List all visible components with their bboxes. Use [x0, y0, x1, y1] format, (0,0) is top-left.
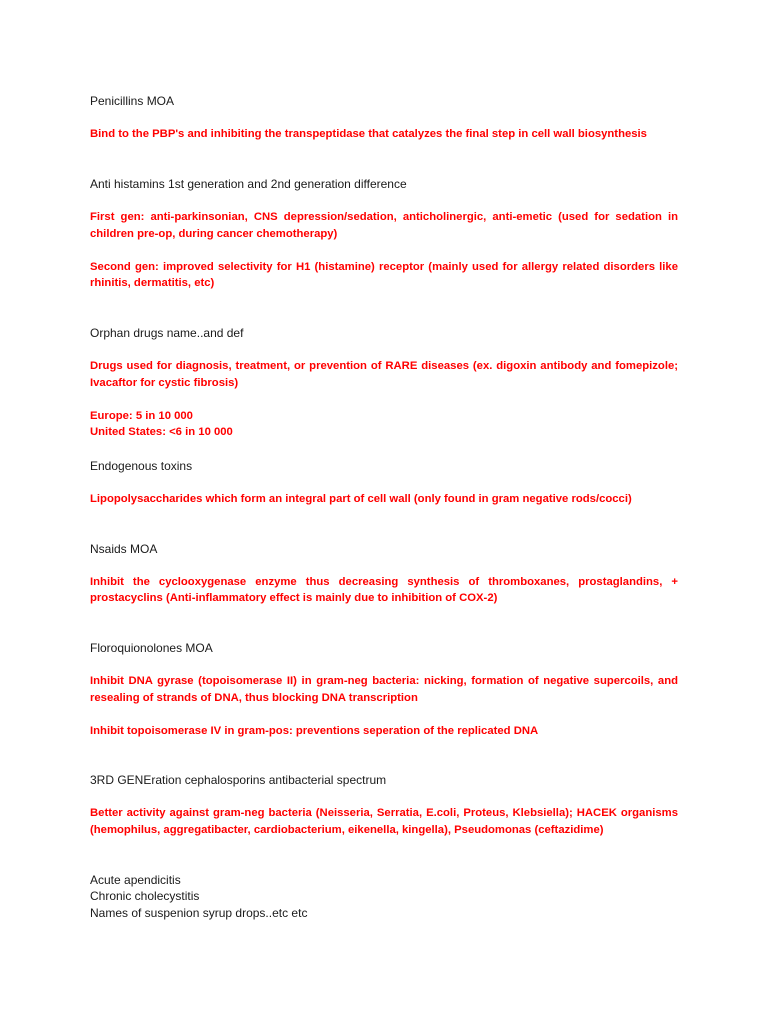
question-penicillins-moa: Penicillins MOA — [90, 94, 175, 108]
answer-fluoroquinolones-topoisomerase-iv: Inhibit topoisomerase IV in gram-pos: preventions seperation of the replicated DNA — [90, 725, 539, 737]
question-orphan-drugs: Orphan drugs name..and def — [90, 326, 244, 340]
question-cephalosporins-spectrum: 3RD GENEration cephalosporins antibacterial spectrum — [90, 773, 387, 787]
answer-antihistamines-second-gen-line2: rhinitis, dermatitis, etc) — [90, 277, 215, 289]
answer-orphan-drugs-line1: Drugs used for diagnosis, treatment, or prevention of RARE diseases (ex. digoxin antibody and fomepizole; — [90, 360, 678, 372]
answer-penicillins-moa: Bind to the PBP's and inhibiting the transpeptidase that catalyzes the final step in cell wall biosynthesis — [90, 128, 647, 140]
document-page — [90, 0, 678, 1024]
question-antihistamines: Anti histamins 1st generation and 2nd generation difference — [90, 177, 407, 191]
answer-antihistamines-first-gen-line2: children pre-op, during cancer chemotherapy) — [90, 228, 338, 240]
misc-chronic-cholecystitis: Chronic cholecystitis — [90, 889, 200, 903]
misc-acute-appendicitis: Acute apendicitis — [90, 873, 181, 887]
answer-antihistamines-first-gen-line1: First gen: anti-parkinsonian, CNS depression/sedation, anticholinergic, anti-emetic (used for sedation in — [90, 211, 678, 223]
answer-antihistamines-second-gen-line1: Second gen: improved selectivity for H1 (histamine) receptor (mainly used for allergy related disorders like — [90, 261, 678, 273]
answer-nsaids-moa-line1: Inhibit the cyclooxygenase enzyme thus decreasing synthesis of thromboxanes, prostaglandins, + — [90, 576, 678, 588]
answer-fluoroquinolones-gyrase-line1: Inhibit DNA gyrase (topoisomerase II) in gram-neg bacteria: nicking, formation of negative supercoils, and — [90, 675, 678, 687]
answer-nsaids-moa-line2: prostacyclins (Anti-inflammatory effect is mainly due to inhibition of COX-2) — [90, 592, 498, 604]
question-endogenous-toxins: Endogenous toxins — [90, 459, 193, 473]
answer-fluoroquinolones-gyrase-line2: resealing of strands of DNA, thus blocking DNA transcription — [90, 692, 418, 704]
question-nsaids-moa: Nsaids MOA — [90, 542, 158, 556]
question-fluoroquinolones-moa: Floroquionolones MOA — [90, 641, 213, 655]
answer-orphan-drugs-europe: Europe: 5 in 10 000 — [90, 410, 193, 422]
answer-cephalosporins-spectrum-line2: (hemophilus, aggregatibacter, cardiobacterium, eikenella, kingella), Pseudomonas (ceftazidime) — [90, 824, 604, 836]
misc-suspension-syrup-drops: Names of suspenion syrup drops..etc etc — [90, 906, 308, 920]
answer-orphan-drugs-line2: Ivacaftor for cystic fibrosis) — [90, 377, 239, 389]
answer-orphan-drugs-us: United States: <6 in 10 000 — [90, 426, 233, 438]
answer-cephalosporins-spectrum-line1: Better activity against gram-neg bacteria (Neisseria, Serratia, E.coli, Proteus, Klebsiella); HACEK organisms — [90, 807, 678, 819]
answer-endogenous-toxins: Lipopolysaccharides which form an integral part of cell wall (only found in gram negative rods/cocci) — [90, 493, 632, 505]
